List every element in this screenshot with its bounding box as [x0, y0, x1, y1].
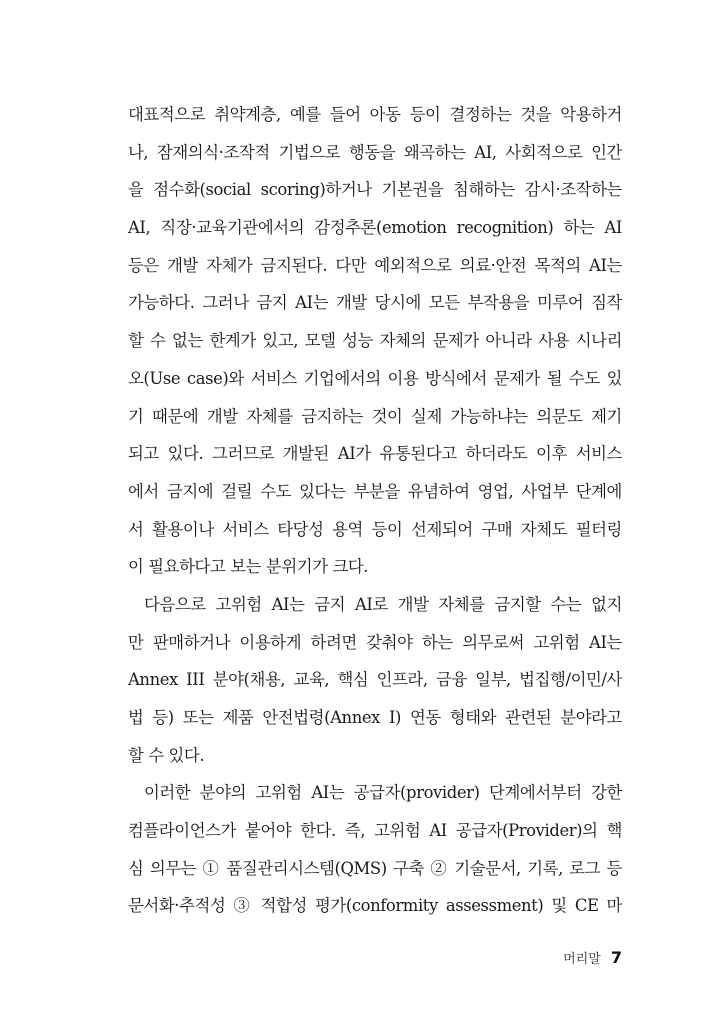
page-number: 7 — [610, 948, 622, 967]
page-footer — [563, 944, 622, 972]
text-line: 서 활용이나 서비스 타당성 용역 등이 선제되어 구매 자체도 필터링 — [128, 519, 622, 539]
text-line: 되고 있다. 그러므로 개발된 AI가 유통된다고 하더라도 이후 서비스 — [128, 444, 622, 464]
text-line: 만 판매하거나 이용하게 하려면 갖춰야 하는 의무로써 고위험 AI는 — [128, 632, 622, 652]
text-line: Annex III 분야(채용, 교육, 핵심 인프라, 금융 일부, 법집행/이민/사 — [128, 670, 622, 690]
text-line: 기 때문에 개발 자체를 금지하는 것이 실제 가능하냐는 의문도 제기 — [128, 406, 622, 426]
text-line: 나, 잠재의식·조작적 기법으로 행동을 왜곡하는 AI, 사회적으로 인간 — [128, 142, 622, 162]
text-line: 할 수 있다. — [128, 745, 205, 765]
text-line: 오(Use case)와 서비스 기업에서의 이용 방식에서 문제가 될 수도 있 — [128, 368, 622, 388]
text-line: 가능하다. 그러나 금지 AI는 개발 당시에 모든 부작용을 미루어 짐작 — [128, 293, 622, 313]
text-line: 이러한 분야의 고위험 AI는 공급자(provider) 단계에서부터 강한 — [144, 783, 622, 803]
text-line: 에서 금지에 걸릴 수도 있다는 부분을 유념하여 영업, 사업부 단계에 — [128, 481, 622, 501]
text-line: 법 등) 또는 제품 안전법령(Annex I) 연동 형태와 관련된 분야라고 — [128, 708, 622, 727]
text-line: 다음으로 고위험 AI는 금지 AI로 개발 자체를 금지할 수는 없지 — [144, 594, 622, 614]
text-line: 심 의무는 ① 품질관리시스템(QMS) 구축 ② 기술문서, 기록, 로그 등 — [128, 858, 622, 878]
running-head: 머리말 — [563, 952, 601, 967]
text-line: 컴플라이언스가 붙어야 한다. 즉, 고위험 AI 공급자(Provider)의 핵 — [128, 821, 622, 841]
text-line: 할 수 없는 한계가 있고, 모델 성능 자체의 문제가 아니라 사용 시나리 — [128, 331, 622, 351]
text-line: 등은 개발 자체가 금지된다. 다만 예외적으로 의료·안전 목적의 AI는 — [128, 255, 622, 275]
text-line: 대표적으로 취약계층, 예를 들어 아동 등이 결정하는 것을 악용하거 — [128, 105, 622, 124]
text-line: AI, 직장·교육기관에서의 감정추론(emotion recognition) 하는 AI — [128, 218, 622, 238]
text-line: 을 점수화(social scoring)하거나 기본권을 침해하는 감시·조작하는 — [128, 180, 622, 200]
text-line: 문서화·추적성 ③ 적합성 평가(conformity assessment) 및 CE 마 — [128, 896, 622, 916]
text-line: 이 필요하다고 보는 분위기가 크다. — [128, 557, 369, 577]
body-text — [128, 96, 622, 925]
